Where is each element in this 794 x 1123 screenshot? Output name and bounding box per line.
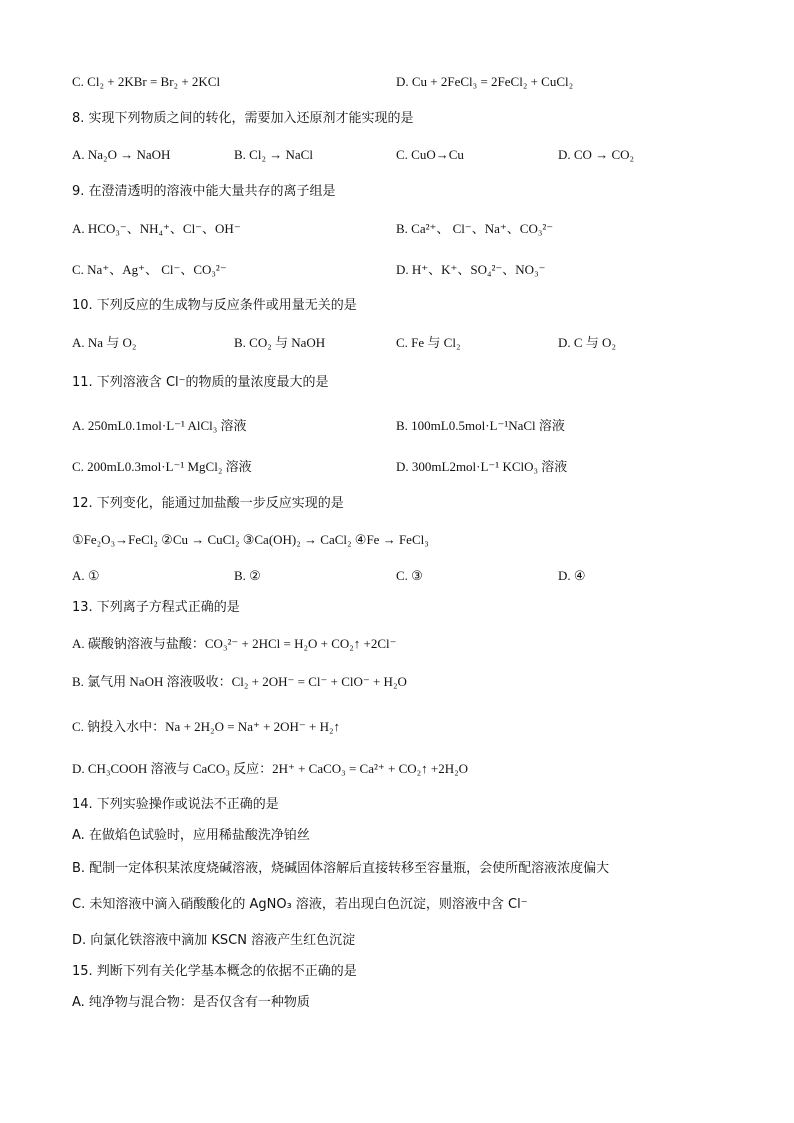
q10-option-c: C. Fe 与 Cl₂: [396, 335, 461, 350]
q12-option-b: B. ②: [234, 568, 261, 583]
q14-option-a: A. 在做焰色试验时，应用稀盐酸洗净铂丝: [72, 828, 310, 843]
q11-option-c: C. 200mL0.3mol·L⁻¹ MgCl₂ 溶液: [72, 459, 252, 474]
q15-stem: 15. 判断下列有关化学基本概念的依据不正确的是: [72, 964, 357, 979]
q8-option-a: A. Na₂O → NaOH: [72, 147, 171, 162]
q11-option-d: D. 300mL2mol·L⁻¹ KClO₃ 溶液: [396, 459, 568, 474]
q14-option-d: D. 向氯化铁溶液中滴加 KSCN 溶液产生红色沉淀: [72, 933, 356, 948]
q11-stem: 11. 下列溶液含 Cl⁻的物质的量浓度最大的是: [72, 375, 329, 390]
q14-stem: 14. 下列实验操作或说法不正确的是: [72, 797, 279, 812]
q8-option-d: D. CO → CO₂: [558, 147, 635, 162]
q14-option-c: C. 未知溶液中滴入硝酸酸化的 AgNO₃ 溶液，若出现白色沉淀，则溶液中含 Cl⁻: [72, 897, 528, 912]
q9-option-c: C. Na⁺、Ag⁺、 Cl⁻、CO₃²⁻: [72, 262, 227, 277]
q8-option-b: B. Cl₂ → NaCl: [234, 147, 313, 162]
q13-option-b: B. 氯气用 NaOH 溶液吸收：Cl₂ + 2OH⁻ = Cl⁻ + ClO⁻ + H₂O: [72, 674, 407, 689]
q12-items: ①Fe₂O₃→FeCl₂ ②Cu → CuCl₂ ③Ca(OH)₂ → CaCl₂ ④Fe → FeCl₃: [72, 532, 429, 547]
q13-option-d: D. CH₃COOH 溶液与 CaCO₃ 反应：2H⁺ + CaCO₃ = Ca²⁺ + CO₂↑ +2H₂O: [72, 761, 469, 776]
q8-option-c: C. CuO→Cu: [396, 147, 464, 162]
q9-option-d: D. H⁺、K⁺、SO₄²⁻、NO₃⁻: [396, 262, 546, 277]
q7-option-d: D. Cu + 2FeCl₃ = 2FeCl₂ + CuCl₂: [396, 74, 574, 89]
q12-stem: 12. 下列变化，能通过加盐酸一步反应实现的是: [72, 496, 344, 511]
q13-stem: 13. 下列离子方程式正确的是: [72, 600, 240, 615]
q11-option-b: B. 100mL0.5mol·L⁻¹NaCl 溶液: [396, 418, 565, 433]
q12-option-a: A. ①: [72, 568, 100, 583]
q10-option-d: D. C 与 O₂: [558, 335, 616, 350]
q10-option-a: A. Na 与 O₂: [72, 335, 137, 350]
q12-option-d: D. ④: [558, 568, 586, 583]
q15-option-a: A. 纯净物与混合物：是否仅含有一种物质: [72, 995, 310, 1010]
q11-option-a: A. 250mL0.1mol·L⁻¹ AlCl₃ 溶液: [72, 418, 247, 433]
q10-stem: 10. 下列反应的生成物与反应条件或用量无关的是: [72, 298, 357, 313]
q10-option-b: B. CO₂ 与 NaOH: [234, 335, 326, 350]
q9-option-b: B. Ca²⁺、 Cl⁻、Na⁺、CO₃²⁻: [396, 221, 554, 236]
q14-option-b: B. 配制一定体积某浓度烧碱溶液，烧碱固体溶解后直接转移至容量瓶，会使所配溶液浓度偏大: [72, 861, 610, 876]
q7-option-c: C. Cl₂ + 2KBr = Br₂ + 2KCl: [72, 74, 221, 89]
q9-option-a: A. HCO₃⁻、NH₄⁺、Cl⁻、OH⁻: [72, 221, 241, 236]
q12-option-c: C. ③: [396, 568, 423, 583]
q13-option-a: A. 碳酸钠溶液与盐酸：CO₃²⁻ + 2HCl = H₂O + CO₂↑ +2Cl⁻: [72, 636, 397, 651]
q9-stem: 9. 在澄清透明的溶液中能大量共存的离子组是: [72, 184, 336, 199]
q13-option-c: C. 钠投入水中：Na + 2H₂O = Na⁺ + 2OH⁻ + H₂↑: [72, 719, 341, 734]
q8-stem: 8. 实现下列物质之间的转化，需要加入还原剂才能实现的是: [72, 111, 414, 126]
